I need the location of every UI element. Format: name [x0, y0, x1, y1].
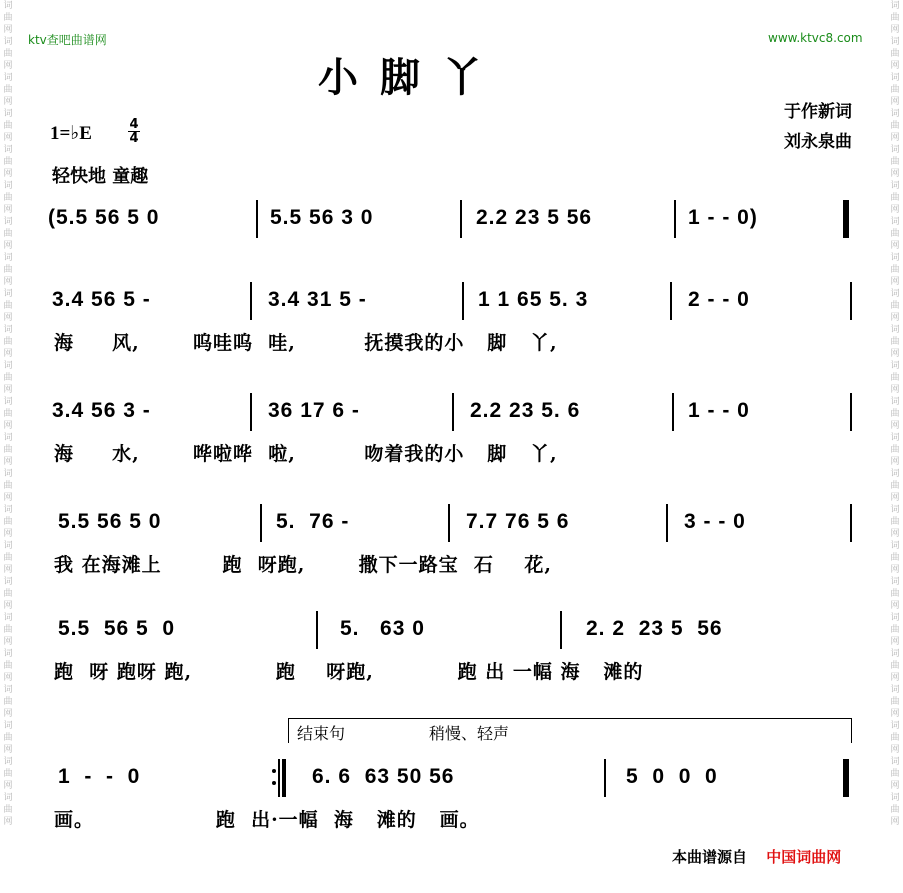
barline: [850, 504, 852, 542]
ending-label: 结束句: [297, 724, 346, 743]
right-watermark: www.ktvc8.com: [768, 31, 863, 45]
double-barline: [843, 200, 849, 238]
measure: 2. 2 23 5 56: [586, 617, 723, 640]
barline: [560, 611, 562, 649]
measure: 5. 63 0: [340, 617, 425, 640]
measure: 7.7 76 5 6: [466, 510, 570, 533]
left-side-watermark: 词曲网词曲网词曲网词曲网词曲网词曲网词曲网词曲网词曲网词曲网词曲网词曲网词曲网词曲网词曲网词曲网词曲网词曲网词曲网词曲网词曲网词曲网词曲网: [3, 1, 13, 827]
measure: 1 - - 0): [688, 206, 758, 229]
ending-bracket: [288, 718, 852, 743]
final-barline: [843, 759, 849, 797]
source-brand-link[interactable]: 中国词曲网: [766, 848, 842, 866]
measure: 2.2 23 5. 6: [470, 399, 581, 422]
barline: [666, 504, 668, 542]
measure: 5.5 56 5 0: [58, 510, 162, 533]
measure: 2.2 23 5 56: [476, 206, 593, 229]
barline: [250, 282, 252, 320]
lyrics: 海 水, 哗啦哗 啦, 吻着我的小 脚 丫,: [54, 443, 558, 465]
barline: [256, 200, 258, 238]
song-title: 小脚丫: [318, 54, 504, 101]
measure: 3.4 56 3 -: [52, 399, 151, 422]
lyricist: 于作新词: [784, 102, 852, 122]
barline: [260, 504, 262, 542]
lyrics: 海 风, 呜哇呜 哇, 抚摸我的小 脚 丫,: [54, 332, 558, 354]
key-signature: 1=♭E: [50, 123, 92, 144]
composer: 刘永泉曲: [784, 132, 852, 152]
barline: [850, 282, 852, 320]
barline: [452, 393, 454, 431]
measure: (5.5 56 5 0: [48, 206, 160, 229]
measure: 36 17 6 -: [268, 399, 360, 422]
measure: 3.4 56 5 -: [52, 288, 151, 311]
credits: [740, 97, 852, 157]
barline: [250, 393, 252, 431]
measure: 1 1 65 5. 3: [478, 288, 589, 311]
measure: 5.5 56 3 0: [270, 206, 374, 229]
measure: 5.5 56 5 0: [58, 617, 176, 640]
measure: 5 0 0 0: [626, 765, 718, 788]
barline: [462, 282, 464, 320]
lyrics: 跑 呀 跑呀 跑, 跑 呀跑, 跑 出 一幅 海 滩的: [54, 661, 644, 683]
barline: [850, 393, 852, 431]
source-credit: [672, 846, 841, 867]
intro-line: [48, 206, 856, 246]
source-prefix: 本曲谱源自: [672, 848, 748, 866]
score-line-1: [48, 288, 856, 368]
lyrics: 画。 跑 出·一幅 海 滩的 画。: [54, 809, 480, 831]
measure: 3.4 31 5 -: [268, 288, 367, 311]
measure: 1 - - 0: [688, 399, 750, 422]
measure: 2 - - 0: [688, 288, 750, 311]
time-signature-bottom: 4: [129, 131, 139, 146]
right-side-watermark: 词曲网词曲网词曲网词曲网词曲网词曲网词曲网词曲网词曲网词曲网词曲网词曲网词曲网词曲网词曲网词曲网词曲网词曲网词曲网词曲网词曲网词曲网词曲网: [890, 1, 900, 827]
time-signature-top: 4: [129, 117, 139, 132]
score-line-4: [48, 617, 856, 697]
barline: [448, 504, 450, 542]
tempo-marking: 轻快地 童趣: [52, 166, 149, 187]
measure: 1 - - 0: [58, 765, 141, 788]
score-line-2: [48, 399, 856, 479]
score-line-5: [48, 765, 856, 845]
barline: [670, 282, 672, 320]
barline: [316, 611, 318, 649]
time-signature: [128, 118, 140, 145]
barline: [460, 200, 462, 238]
repeat-barline: [272, 759, 286, 797]
score-line-3: [48, 510, 856, 590]
barline: [604, 759, 606, 797]
measure: 3 - - 0: [684, 510, 746, 533]
left-watermark: ktv查吧曲谱网: [28, 33, 107, 47]
barline: [674, 200, 676, 238]
lyrics: 我 在海滩上 跑 呀跑, 撒下一路宝 石 花,: [54, 554, 552, 576]
ending-instruction: 稍慢、轻声: [429, 724, 510, 743]
measure: 5. 76 -: [276, 510, 350, 533]
barline: [672, 393, 674, 431]
measure: 6. 6 63 50 56: [312, 765, 455, 788]
